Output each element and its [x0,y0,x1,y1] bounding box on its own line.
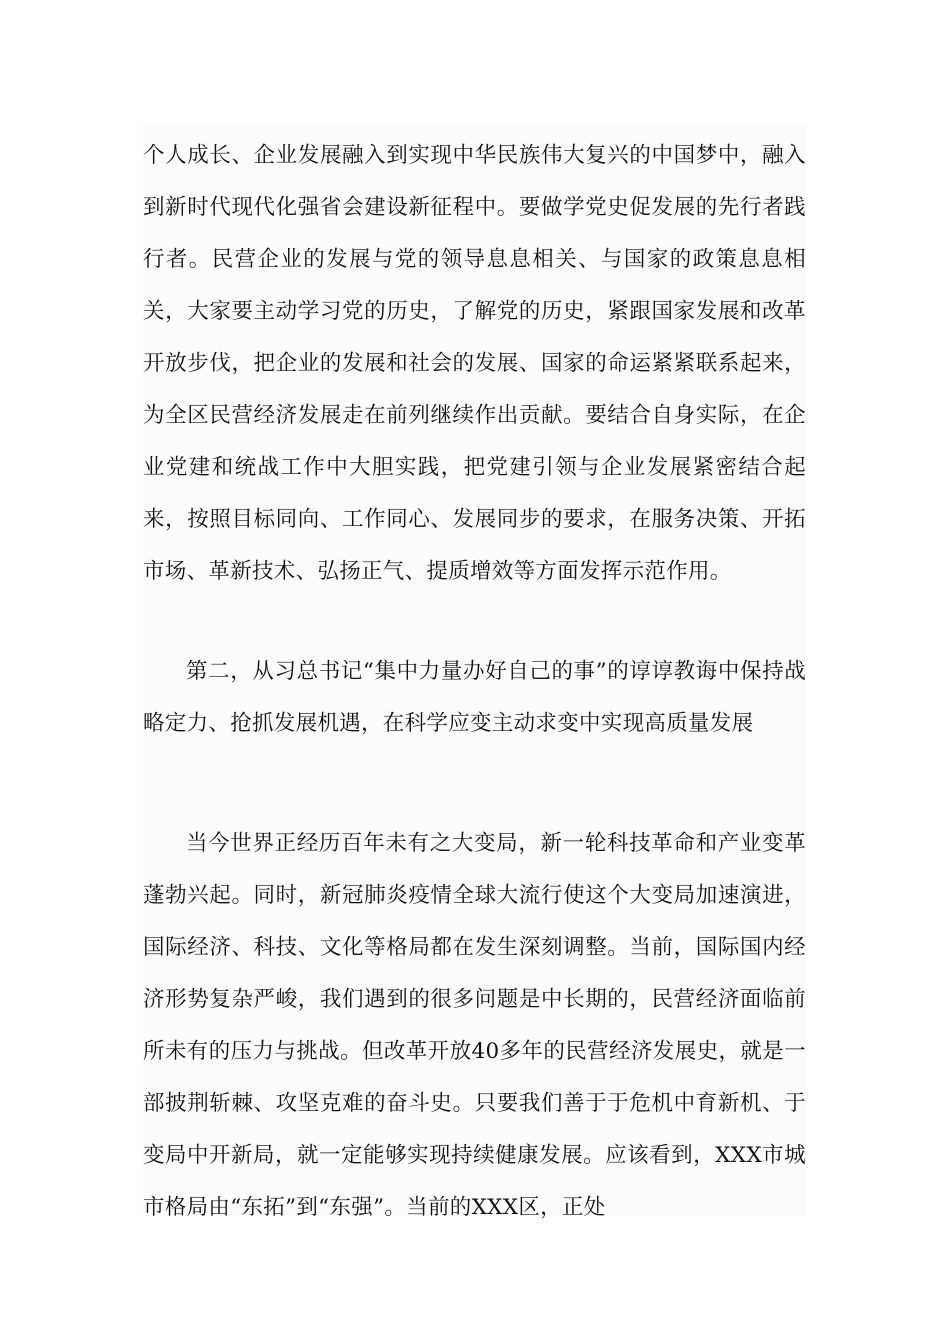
paragraph-continuation: 个人成长、企业发展融入到实现中华民族伟大复兴的中国梦中，融入到新时代现代化强省会建设新征程中。要做学党史促发展的先行者践行者。民营企业的发展与党的领导息息相关、与国家的政策息息相关，大家要主动学习党的历史，了解党的历史，紧跟国家发展和改革开放步伐，把企业的发展和社会的发展、国家的命运紧紧联系起来，为全区民营经济发展走在前列继续作出贡献。要结合自身实际，在企业党建和统战工作中大胆实践，把党建引领与企业发展紧密结合起来，按照目标同向、工作同心、发展同步的要求，在服务决策、开拓市场、革新技术、弘扬正气、提质增效等方面发挥示范作用。 [143,143,806,584]
section-heading-second: 第二，从习总书记“集中力量办好自己的事”的谆谆教诲中保持战略定力、抢抓发展机遇，在科学应变主动求变中实现高质量发展 [143,659,806,736]
paragraph-body: 当今世界正经历百年未有之大变局，新一轮科技革命和产业变革蓬勃兴起。同时，新冠肺炎疫情全球大流行使这个大变局加速演进，国际经济、科技、文化等格局都在发生深刻调整。当前，国际国内经济形势复杂严峻，我们遇到的很多问题是中长期的，民营经济面临前所未有的压力与挑战。但改革开放40多年的民营经济发展史，就是一部披荆斩棘、攻坚克难的奋斗史。只要我们善于于危机中育新机、于变局中开新局，就一定能够实现持续健康发展。应该看到，XXX市城市格局由“东拓”到“东强”。当前的XXX区，正处 [143,831,806,1220]
